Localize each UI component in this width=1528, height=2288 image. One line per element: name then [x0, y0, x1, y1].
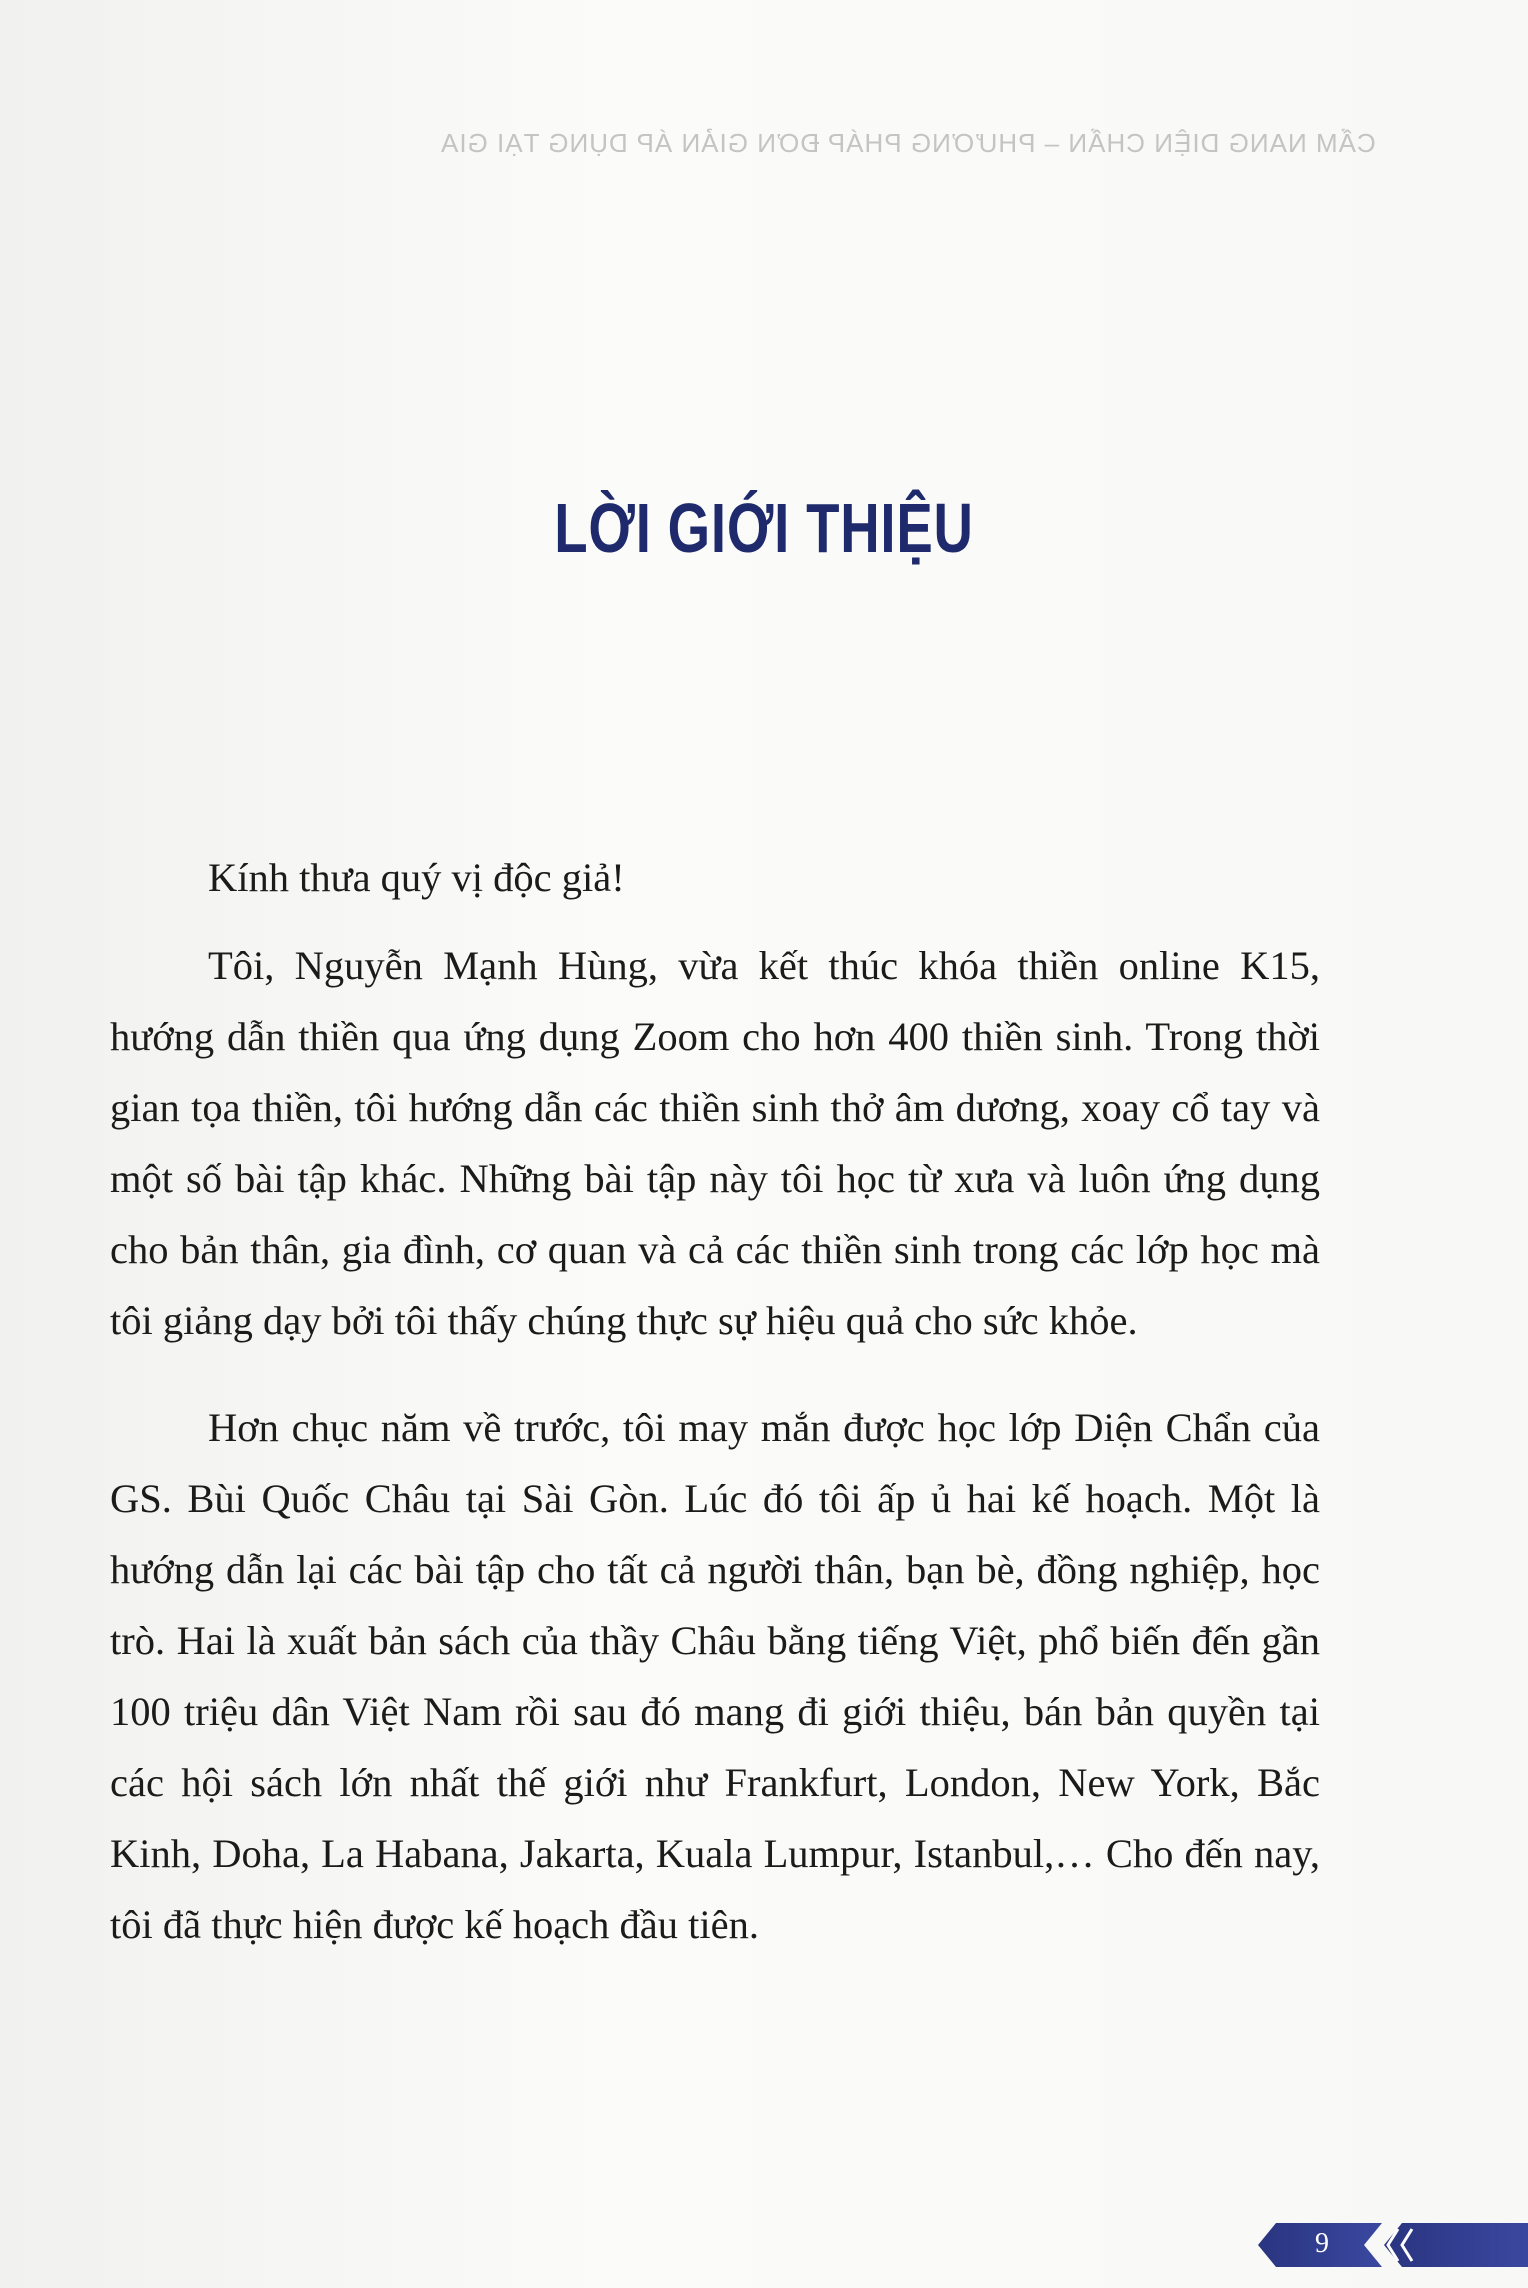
running-header-show-through: CẨM NANG DIỆN CHẨN – PHƯƠNG PHÁP ĐƠN GIẢN ÁP DỤNG TẠI GIA — [440, 128, 1376, 158]
salutation-paragraph: Kính thưa quý vị độc giả! — [208, 855, 625, 900]
body-text — [110, 842, 1320, 1960]
paragraph-1: Tôi, Nguyễn Mạnh Hùng, vừa kết thúc khóa thiền online K15, hướng dẫn thiền qua ứng dụng Zoom cho hơn 400 thiền sinh. Trong thời gian tọa thiền, tôi hướng dẫn các thiền sinh thở âm dương, xoay cổ tay và một số bài tập khác. Những bài tập này tôi học từ xưa và luôn ứng dụng cho bản thân, gia đình, cơ quan và cả các thiền sinh trong các lớp học mà tôi giảng dạy bởi tôi thấy chúng thực sự hiệu quả cho sức khỏe. — [110, 943, 1320, 1343]
chapter-title: LỜI GIỚI THIỆU — [554, 489, 974, 567]
paragraph-2: Hơn chục năm về trước, tôi may mắn được học lớp Diện Chẩn của GS. Bùi Quốc Châu tại Sài Gòn. Lúc đó tôi ấp ủ hai kế hoạch. Một là hướng dẫn lại các bài tập cho tất cả người thân, bạn bè, đồng nghiệp, học trò. Hai là xuất bản sách của thầy Châu bằng tiếng Việt, phổ biến đến gần 100 triệu dân Việt Nam rồi sau đó mang đi giới thiệu, bán bản quyền tại các hội sách lớn nhất thế giới như Frankfurt, London, New York, Bắc Kinh, Doha, La Habana, Jakarta, Kuala Lumpur, Istanbul,… Cho đến nay, tôi đã thực hiện được kế hoạch đầu tiên. — [110, 1405, 1320, 1947]
page-number: 9 — [1315, 2228, 1329, 2259]
